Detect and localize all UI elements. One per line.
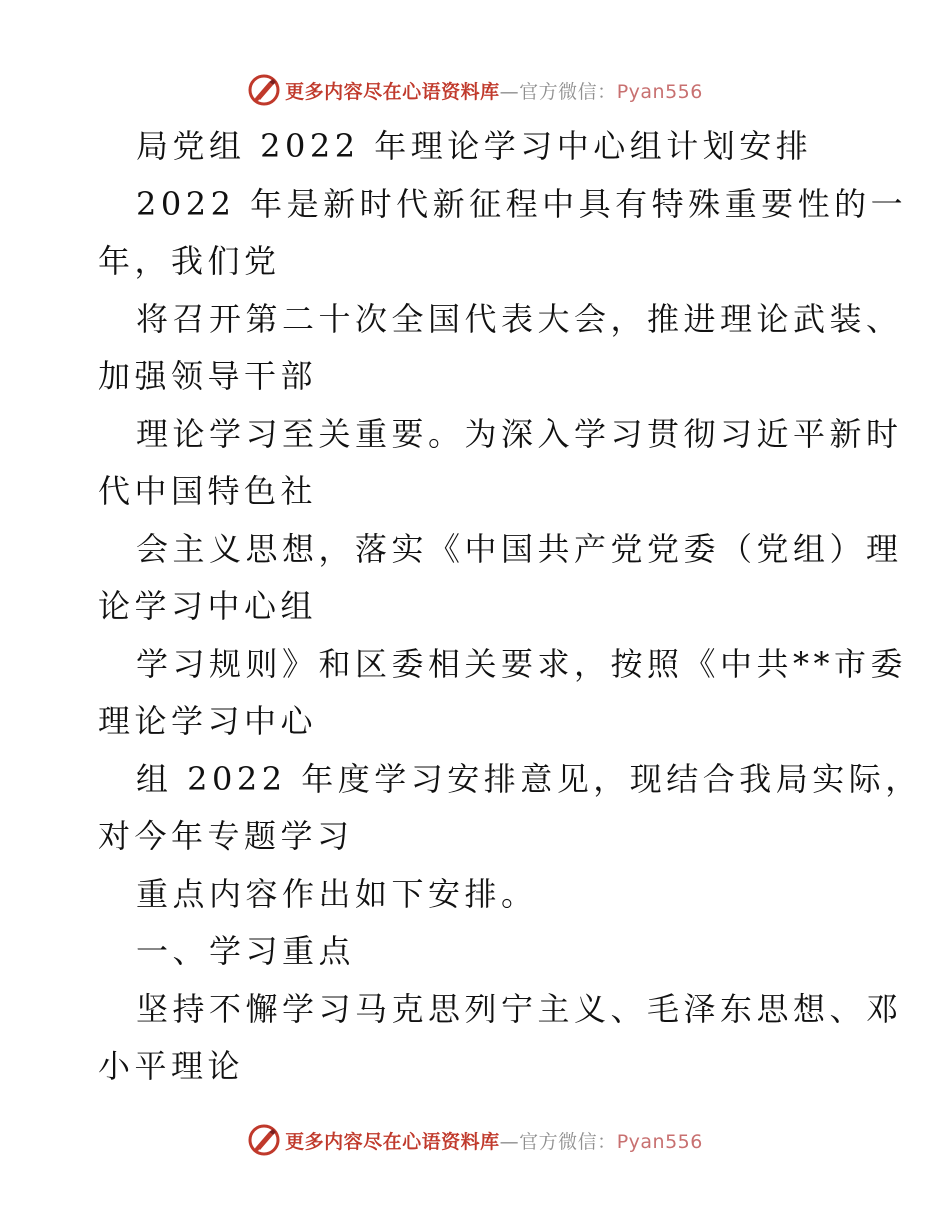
text-line: 理论学习至关重要。为深入学习贯彻习近平新时 bbox=[136, 414, 903, 453]
text-line: 理论学习中心 bbox=[98, 702, 318, 740]
header-wechat-label: 官方微信： bbox=[519, 80, 617, 103]
document-body bbox=[98, 118, 922, 1096]
text-line: 将召开第二十次全国代表大会，推进理论武装、 bbox=[136, 299, 903, 338]
header-banner-text bbox=[285, 77, 703, 104]
text-line: 会主义思想，落实《中国共产党党委（党组）理 bbox=[136, 529, 903, 568]
footer-banner bbox=[0, 1120, 950, 1160]
text-line: 学习规则》和区委相关要求，按照《中共**市委 bbox=[136, 644, 908, 683]
document-title: 局党组 2022 年理论学习中心组计划安排 bbox=[136, 127, 813, 165]
text-line: 2022 年是新时代新征程中具有特殊重要性的一 bbox=[136, 184, 908, 223]
header-wechat-id: Pyan556 bbox=[616, 80, 703, 103]
footer-wechat-id: Pyan556 bbox=[616, 1130, 703, 1153]
text-line: 小平理论 bbox=[98, 1047, 245, 1085]
text-line: 组 2022 年度学习安排意见，现结合我局实际， bbox=[136, 759, 922, 798]
brand-logo-icon bbox=[247, 73, 281, 107]
text-line: 代中国特色社 bbox=[98, 472, 318, 510]
footer-separator: — bbox=[499, 1130, 520, 1153]
header-separator: — bbox=[499, 80, 520, 103]
text-line: 加强领导干部 bbox=[98, 357, 318, 395]
text-line: 论学习中心组 bbox=[98, 587, 318, 625]
header-site-text: 更多内容尽在心语资料库 bbox=[285, 80, 500, 103]
text-line: 对今年专题学习 bbox=[98, 817, 354, 855]
footer-wechat-label: 官方微信： bbox=[519, 1130, 617, 1153]
footer-site-text: 更多内容尽在心语资料库 bbox=[285, 1130, 500, 1153]
footer-banner-text bbox=[285, 1127, 703, 1154]
section-heading: 一、学习重点 bbox=[136, 932, 356, 970]
brand-logo-icon bbox=[247, 1123, 281, 1157]
text-line: 年，我们党 bbox=[98, 242, 281, 280]
header-banner bbox=[0, 70, 950, 110]
text-line: 重点内容作出如下安排。 bbox=[136, 874, 538, 913]
text-line: 坚持不懈学习马克思列宁主义、毛泽东思想、邓 bbox=[136, 989, 903, 1028]
